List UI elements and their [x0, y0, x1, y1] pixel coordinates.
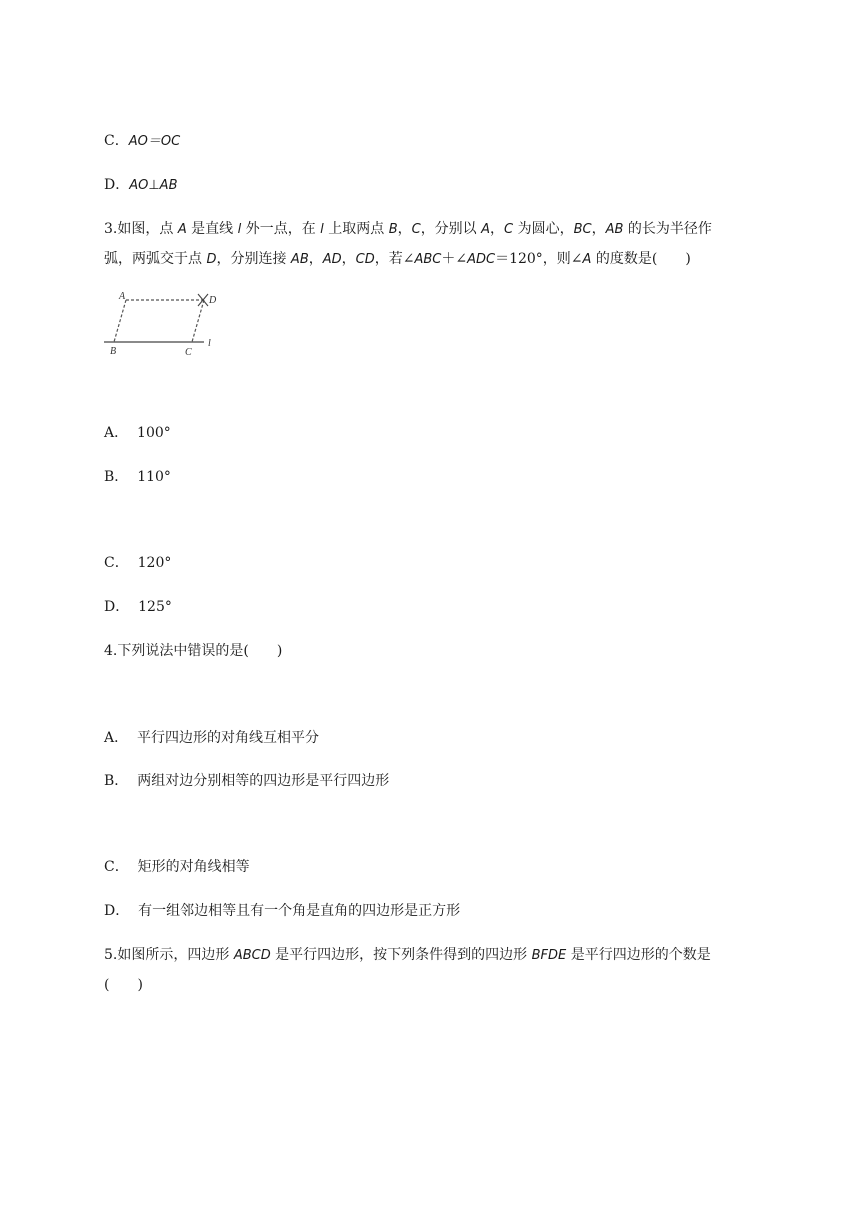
text-segment: 的长为半径作	[623, 221, 712, 237]
text-segment: 弧，两弧交于点	[104, 251, 207, 267]
math-variable: AD	[322, 252, 342, 267]
q5-stem-line-2: ( )	[104, 977, 143, 993]
segment-CD	[192, 300, 204, 342]
option-text: 矩形的对角线相等	[137, 859, 250, 875]
q3-stem-line-2	[104, 249, 691, 270]
option-text: 有一组邻边相等且有一个角是直角的四边形是正方形	[138, 903, 461, 919]
text-segment: 为圆心，	[513, 221, 574, 237]
q3-stem-line-1	[104, 219, 712, 240]
text-segment: 5.如图所示，四边形	[104, 947, 234, 963]
math-variable: C	[411, 222, 421, 237]
option-text: 100°	[137, 425, 171, 441]
option-expression: AO⊥AB	[129, 178, 178, 193]
option-label: D．	[104, 177, 130, 193]
label-A: A	[119, 291, 126, 302]
math-variable: ABC	[414, 252, 442, 267]
option-label: A．	[104, 425, 129, 441]
option-label: B．	[104, 469, 129, 485]
math-variable: A	[582, 252, 592, 267]
text-segment: 是平行四边形，按下列条件得到的四边形	[270, 947, 532, 963]
math-variable: C	[504, 222, 514, 237]
math-variable: D	[206, 252, 217, 267]
label-l: l	[208, 338, 211, 349]
math-variable: ABCD	[233, 948, 271, 963]
q4-option-a	[104, 728, 319, 748]
math-variable: A	[177, 222, 187, 237]
text-segment: 外一点，在	[241, 221, 321, 237]
option-text: 125°	[138, 599, 172, 615]
option-label: C．	[104, 555, 129, 571]
text-segment: 上取两点	[323, 221, 389, 237]
text-segment: ，	[341, 251, 356, 267]
math-variable: B	[388, 222, 398, 237]
text-segment: 是直线	[186, 221, 238, 237]
text-segment: ，若∠	[374, 251, 415, 267]
math-variable: AB	[605, 222, 624, 237]
option-label: C．	[104, 859, 129, 875]
q2-option-d	[104, 175, 178, 196]
q2-option-c	[104, 131, 180, 152]
math-variable: A	[481, 222, 491, 237]
option-expression: AO＝OC	[128, 134, 181, 149]
option-label: D．	[104, 903, 130, 919]
math-variable: CD	[355, 252, 375, 267]
math-variable: AB	[290, 252, 309, 267]
option-text: 120°	[137, 555, 172, 571]
q5-stem-line-1	[104, 945, 711, 966]
label-C: C	[185, 347, 192, 358]
option-text: 两组对边分别相等的四边形是平行四边形	[137, 773, 390, 789]
q4-option-b	[104, 771, 389, 791]
math-variable: l	[237, 222, 242, 237]
text-segment: ＝120°，则∠	[495, 251, 583, 267]
segment-AB	[114, 300, 126, 342]
q3-option-c	[104, 553, 171, 573]
text-segment: 的度数是( )	[591, 251, 691, 267]
label-B: B	[110, 346, 117, 357]
text-segment: ，	[490, 221, 505, 237]
text-segment: ＋∠	[441, 251, 468, 267]
text-segment: 3.如图，点	[104, 221, 178, 237]
text-segment: ，分别以	[420, 221, 482, 237]
math-variable: l	[320, 222, 324, 237]
text-segment: ，	[308, 251, 323, 267]
math-variable: BFDE	[531, 948, 567, 963]
text-segment: ，	[397, 221, 412, 237]
math-variable: ADC	[467, 252, 496, 267]
q3-option-a	[104, 423, 171, 443]
label-D: D	[209, 295, 217, 306]
q3-parallelogram-figure	[100, 284, 224, 360]
option-label: B．	[104, 773, 129, 789]
option-text: 平行四边形的对角线互相平分	[137, 730, 320, 746]
text-segment: ，	[591, 221, 606, 237]
option-label: C．	[104, 133, 129, 149]
q3-option-d	[104, 597, 172, 617]
option-text: 110°	[137, 469, 171, 485]
text-segment: ，分别连接	[216, 251, 291, 267]
option-label: D．	[104, 599, 130, 615]
q4-option-c	[104, 857, 250, 877]
q4-stem: 4.下列说法中错误的是( )	[104, 643, 283, 659]
q4-option-d	[104, 901, 460, 921]
q3-figure-svg	[100, 284, 224, 360]
option-label: A．	[104, 730, 129, 746]
math-variable: BC	[573, 222, 592, 237]
q3-option-b	[104, 467, 171, 487]
text-segment: 是平行四边形的个数是	[566, 947, 711, 963]
